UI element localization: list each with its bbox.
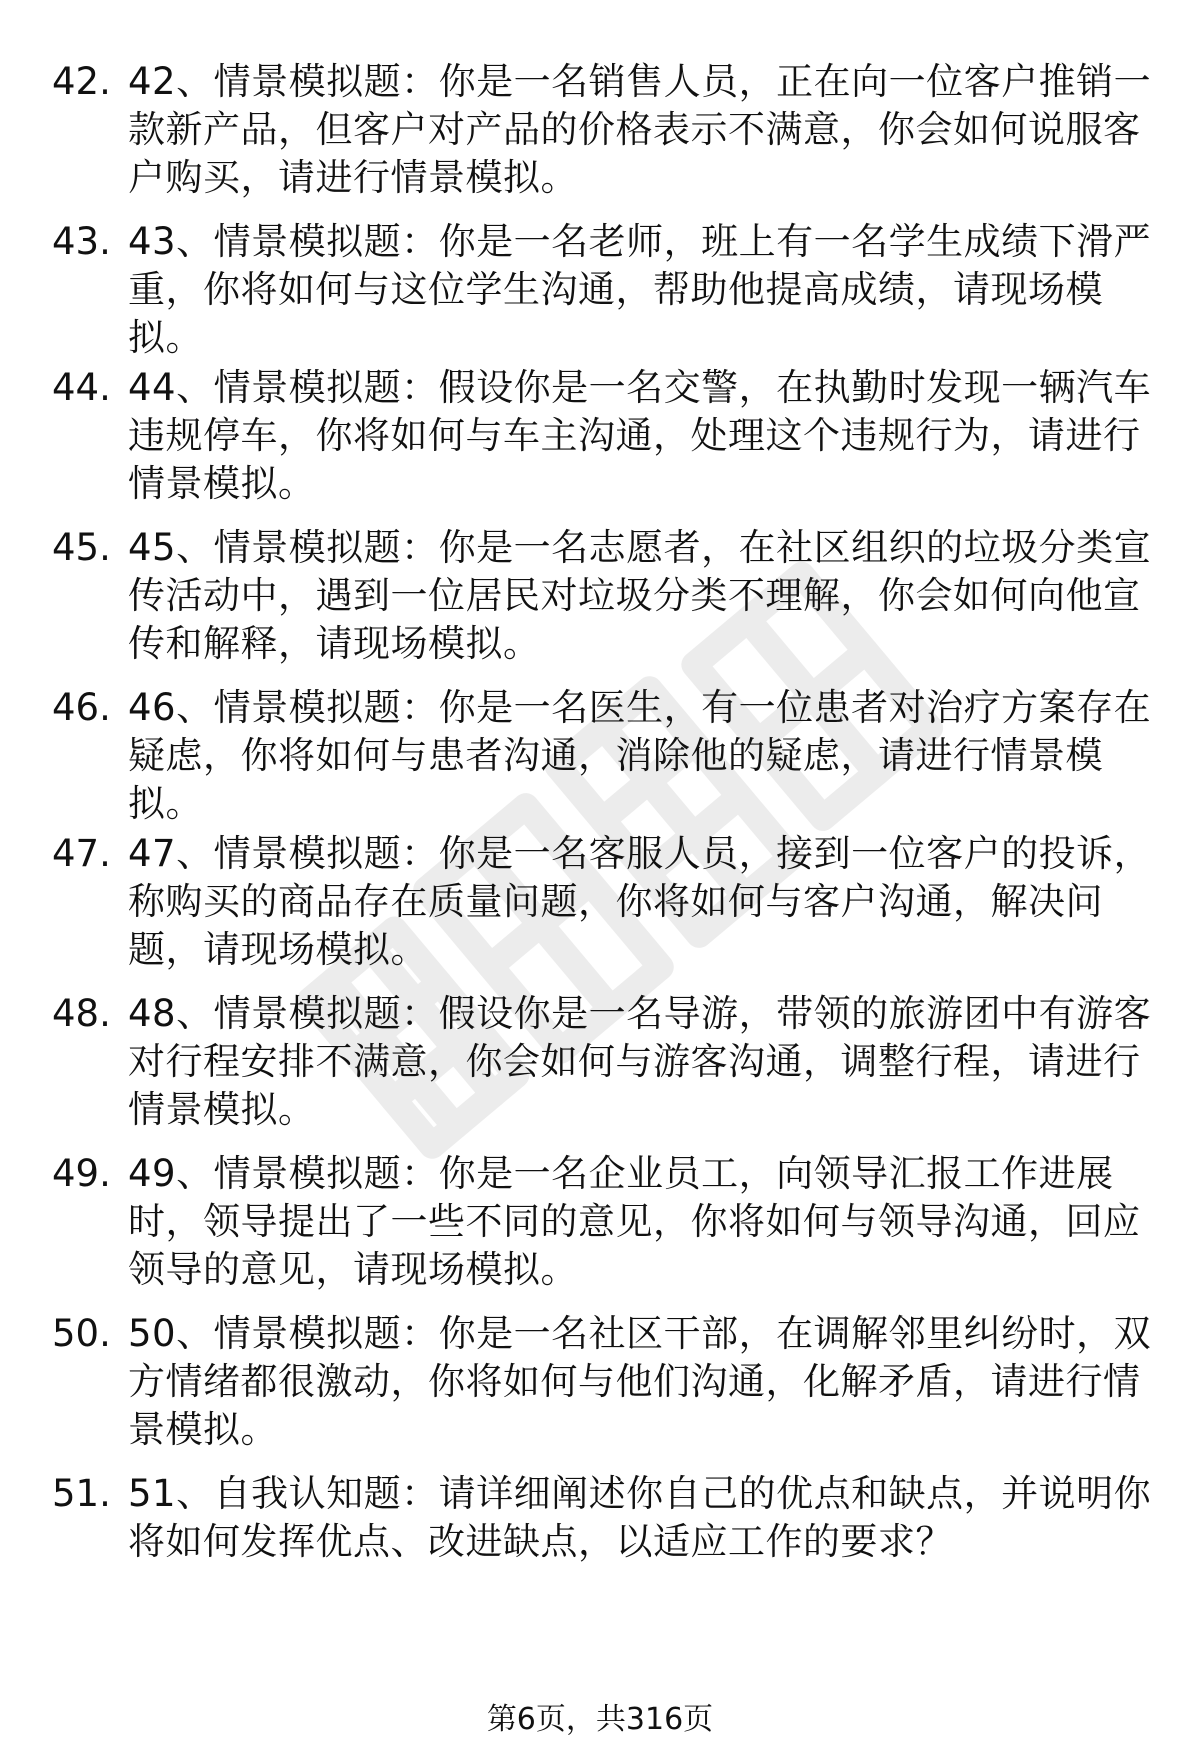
question-number: 48. — [52, 992, 111, 1035]
question-number: 51. — [52, 1472, 111, 1515]
question-number: 49. — [52, 1152, 111, 1195]
question-text: 51、自我认知题：请详细阐述你自己的优点和缺点，并说明你将如何发挥优点、改进缺点，以适应工作的要求？ — [128, 1472, 1152, 1563]
question-number: 50. — [52, 1312, 111, 1355]
question-item — [52, 218, 1157, 364]
question-text: 46、情景模拟题：你是一名医生，有一位患者对治疗方案存在疑虑，你将如何与患者沟通，消除他的疑虑，请进行情景模拟。 — [128, 686, 1152, 825]
question-item — [52, 58, 1157, 204]
question-number: 47. — [52, 832, 111, 875]
question-item — [52, 684, 1157, 830]
question-item — [52, 830, 1157, 976]
question-number: 42. — [52, 60, 111, 103]
question-item — [52, 1470, 1157, 1570]
question-text: 48、情景模拟题：假设你是一名导游，带领的旅游团中有游客对行程安排不满意，你会如何与游客沟通，调整行程，请进行情景模拟。 — [128, 992, 1152, 1131]
question-item — [52, 1310, 1157, 1456]
question-text: 47、情景模拟题：你是一名客服人员，接到一位客户的投诉，称购买的商品存在质量问题，你将如何与客户沟通，解决问题，请现场模拟。 — [128, 832, 1152, 971]
question-number: 46. — [52, 686, 111, 729]
question-item — [52, 990, 1157, 1136]
question-text: 43、情景模拟题：你是一名老师，班上有一名学生成绩下滑严重，你将如何与这位学生沟通，帮助他提高成绩，请现场模拟。 — [128, 220, 1152, 359]
question-item — [52, 364, 1157, 510]
question-text: 44、情景模拟题：假设你是一名交警，在执勤时发现一辆汽车违规停车，你将如何与车主沟通，处理这个违规行为，请进行情景模拟。 — [128, 366, 1152, 505]
question-list — [52, 58, 1157, 1570]
question-item — [52, 524, 1157, 670]
question-text: 42、情景模拟题：你是一名销售人员，正在向一位客户推销一款新产品，但客户对产品的价格表示不满意，你会如何说服客户购买，请进行情景模拟。 — [128, 60, 1152, 199]
question-item — [52, 1150, 1157, 1296]
question-text: 45、情景模拟题：你是一名志愿者，在社区组织的垃圾分类宣传活动中，遇到一位居民对垃圾分类不理解，你会如何向他宣传和解释，请现场模拟。 — [128, 526, 1152, 665]
page-footer: 第6页，共316页 — [486, 1702, 714, 1737]
question-number: 44. — [52, 366, 111, 409]
question-text: 49、情景模拟题：你是一名企业员工，向领导汇报工作进展时，领导提出了一些不同的意见，你将如何与领导沟通，回应领导的意见，请现场模拟。 — [128, 1152, 1141, 1291]
question-number: 45. — [52, 526, 111, 569]
question-number: 43. — [52, 220, 111, 263]
question-text: 50、情景模拟题：你是一名社区干部，在调解邻里纠纷时，双方情绪都很激动，你将如何与他们沟通，化解矛盾，请进行情景模拟。 — [128, 1312, 1152, 1451]
